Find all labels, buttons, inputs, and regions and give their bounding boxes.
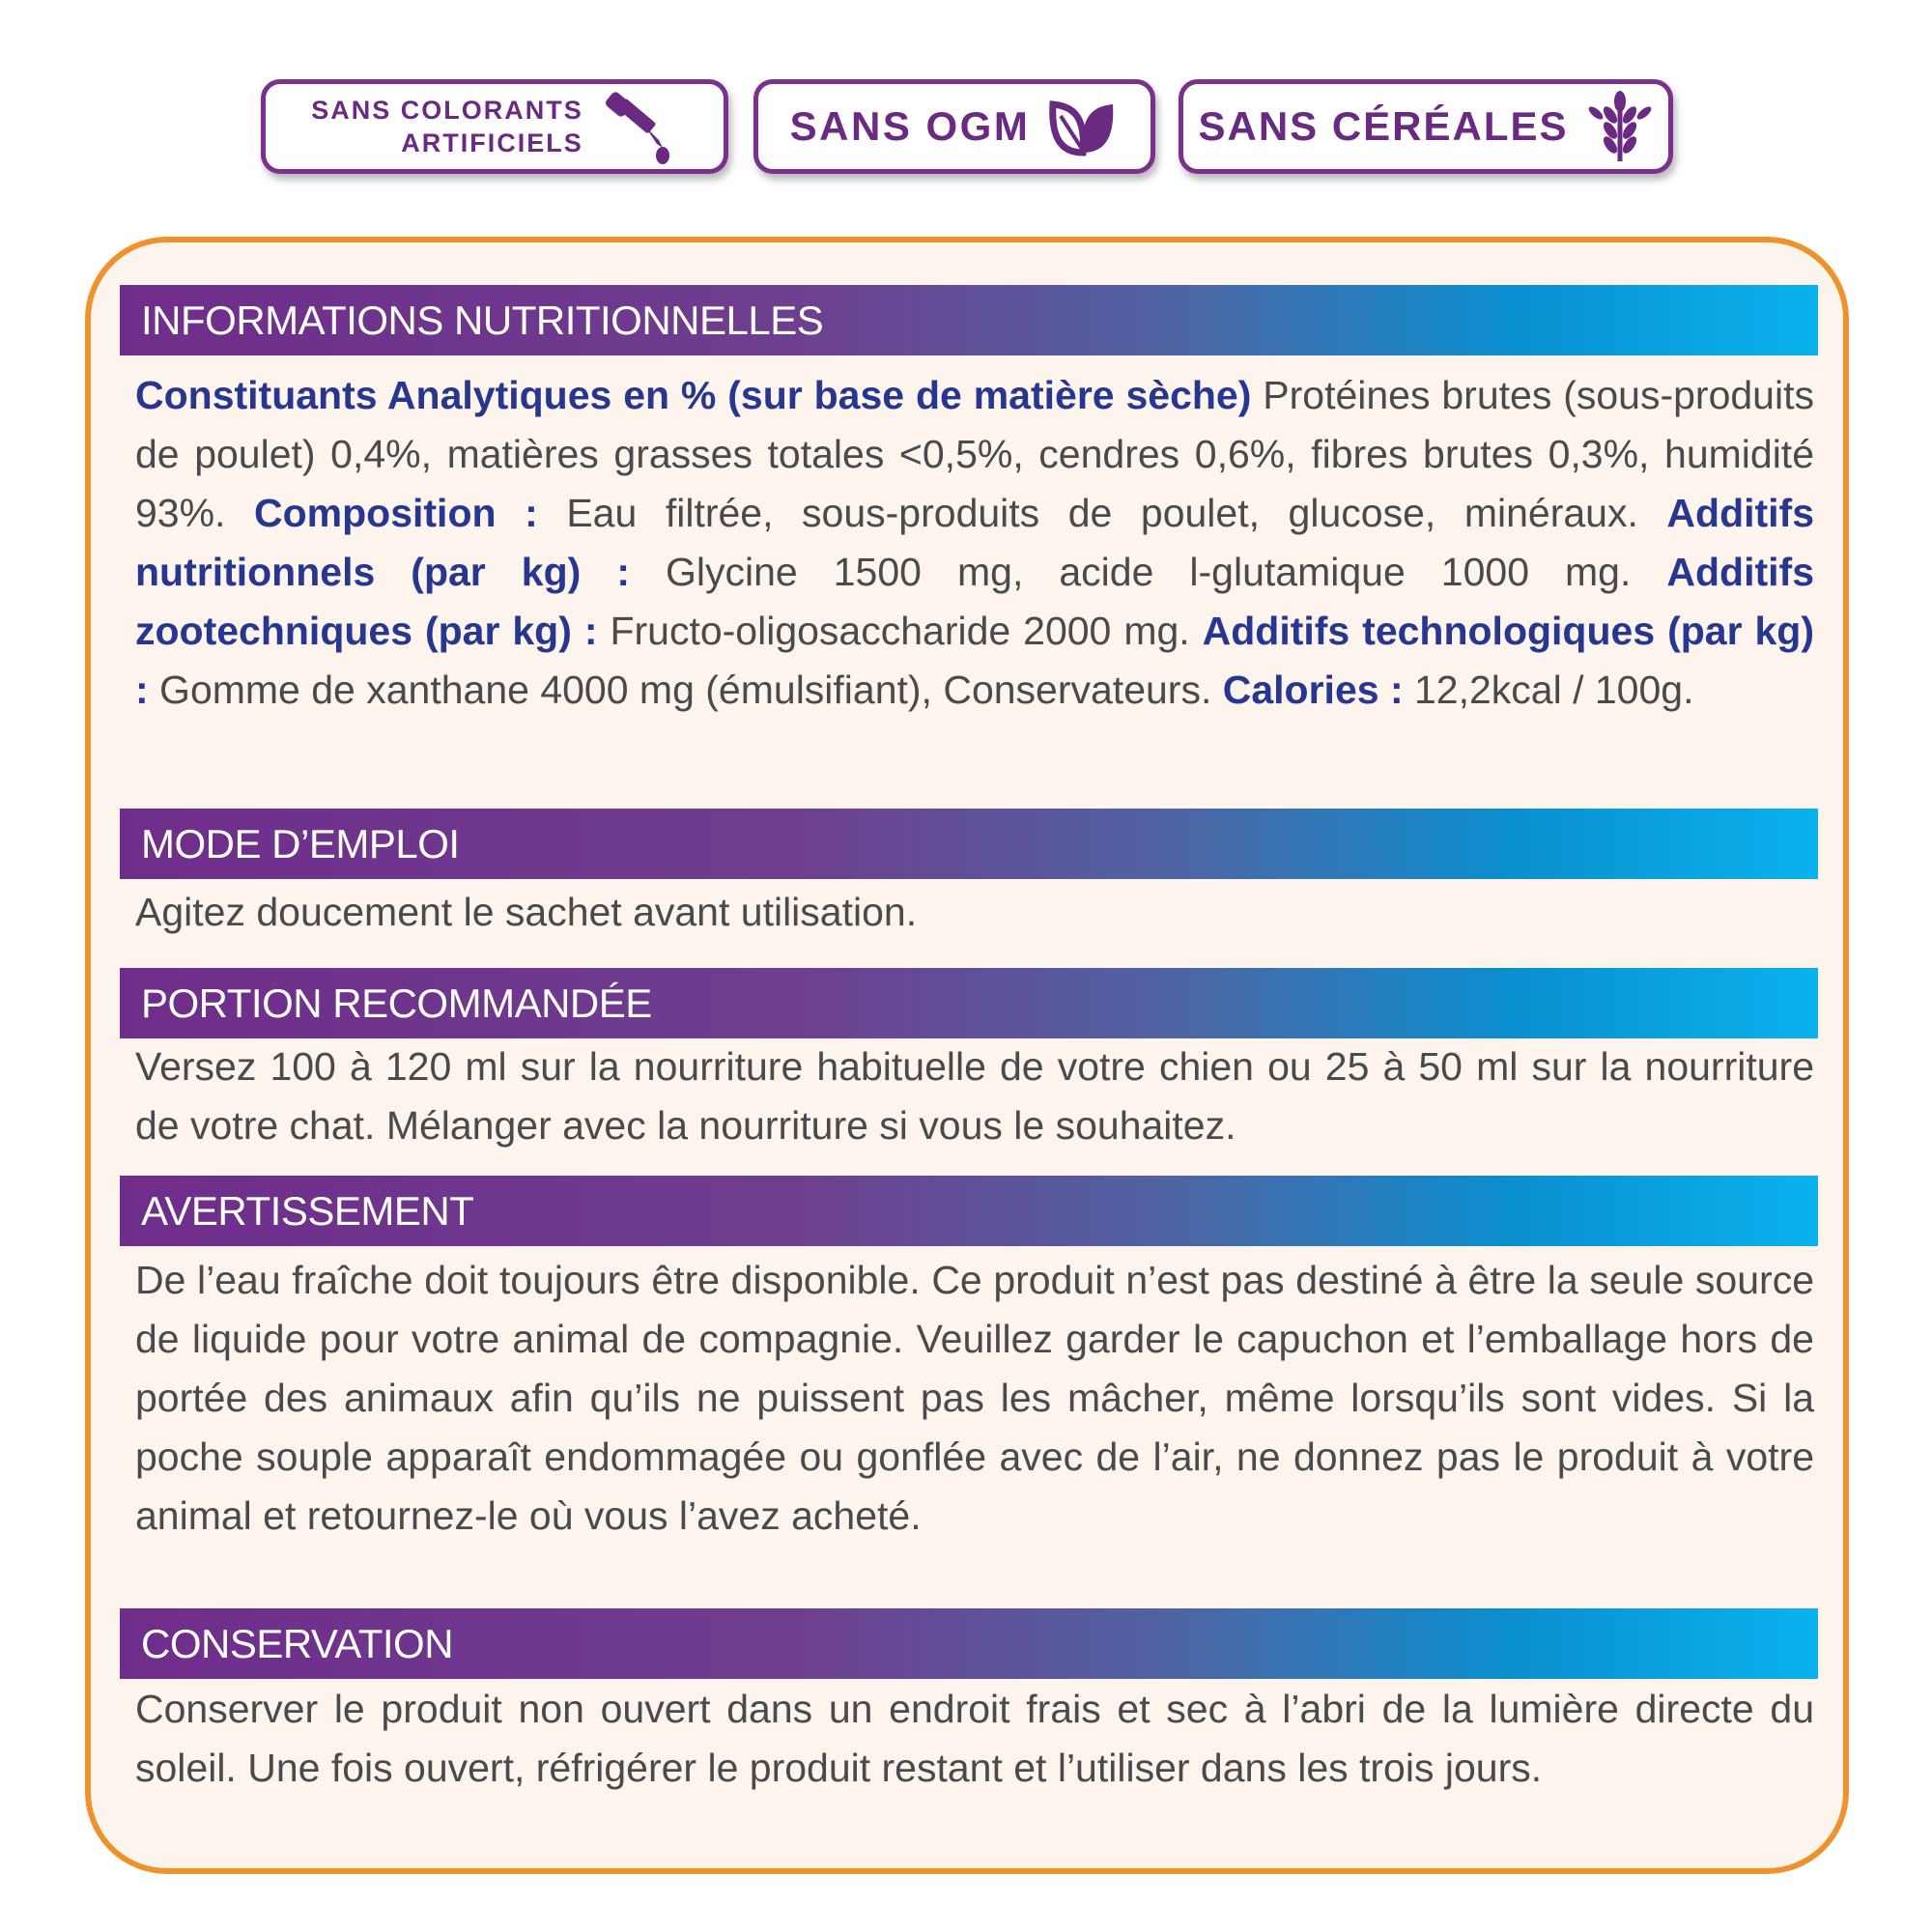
dropper-icon [601,88,678,165]
analytic-text: Protéines brutes (sous-produits de poulet) 0,4%, matières grasses totales <0,5%, cendres 0,6%, fibres brutes 0,3%, humidité 93%. [135,373,1814,535]
calories-text: 12,2kcal / 100g. [1403,668,1694,712]
section-heading-warning: AVERTISSEMENT [120,1176,1818,1246]
technological-additives-text: Gomme de xanthane 4000 mg (émulsifiant), Conservateurs. [148,668,1223,712]
zootechnical-additives-label: Additifs zootechniques (par kg) : [135,550,1814,653]
badge-sans-colorants-label: SANS COLORANTS ARTIFICIELS [311,96,583,157]
composition-label: Composition : [254,491,538,535]
section-heading-nutrition: INFORMATIONS NUTRITIONNELLES [120,285,1818,355]
storage-text: Conserver le produit non ouvert dans un endroit frais et sec à l’abri de la lumière directe du soleil. Une fois ouvert, réfrigérer le produit restant et l’utiliser dans les trois jours. [135,1687,1814,1790]
section-heading-storage: CONSERVATION [120,1608,1818,1679]
analytic-label: Constituants Analytiques en % (sur base de matière sèche) [135,373,1252,417]
leaf-icon [1047,95,1119,158]
portion-text: Versez 100 à 120 ml sur la nourriture habituelle de votre chien ou 25 à 50 ml sur la nourriture de votre chat. Mélanger avec la nourriture si vous le souhaitez. [135,1044,1814,1148]
nutritional-additives-text: Glycine 1500 mg, acide l-glutamique 1000 mg. [629,550,1667,594]
badge-sans-cereales-label: SANS CÉRÉALES [1198,103,1569,149]
wheat-icon [1586,90,1654,163]
badge-sans-cereales [1179,79,1673,174]
nutritional-additives-label: Additifs nutritionnels (par kg) : [135,491,1815,594]
badge-sans-ogm-label: SANS OGM [789,103,1031,149]
usage-text: Agitez doucement le sachet avant utilisation. [135,890,918,934]
warning-text: De l’eau fraîche doit toujours être disponible. Ce produit n’est pas destiné à être la seule source de liquide pour votre animal de compagnie. Veuillez garder le capuchon et l’emballage hors de portée des animaux afin qu’ils ne puissent pas les mâcher, même lorsqu’ils sont vides. Si la poche souple apparaît endommagée ou gonflée avec de l’air, ne donnez pas le produit à votre animal et retournez-le où vous l’avez acheté. [135,1258,1814,1538]
badge-sans-ogm [753,79,1155,174]
calories-label: Calories : [1222,668,1404,712]
section-heading-portion: PORTION RECOMMANDÉE [120,968,1818,1038]
technological-additives-label: Additifs technologiques (par kg) : [135,609,1814,712]
zootechnical-additives-text: Fructo-oligosaccharide 2000 mg. [597,609,1203,653]
section-heading-usage: MODE D’EMPLOI [120,809,1818,879]
nutrition-text [135,366,1814,720]
badge-sans-colorants [261,79,728,174]
composition-text: Eau filtrée, sous-produits de poulet, glucose, minéraux. [537,491,1667,535]
